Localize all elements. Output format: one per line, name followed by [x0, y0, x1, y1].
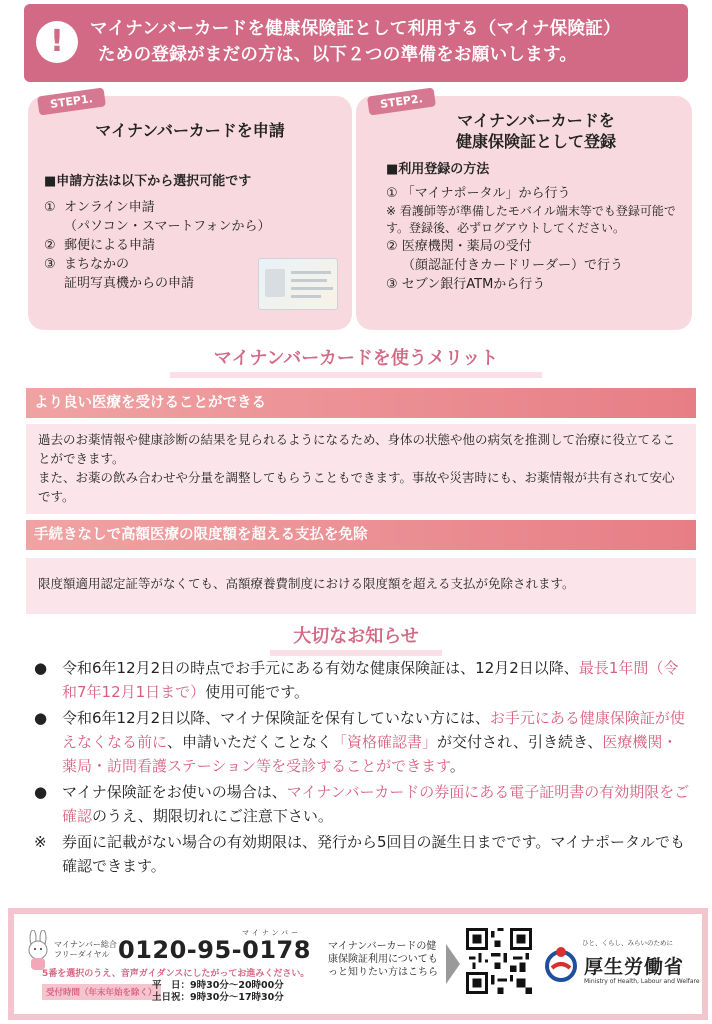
footer-panel: [14, 914, 702, 1014]
notice-list: [32, 656, 692, 880]
merit-paragraph-1: 過去のお薬情報や健康診断の結果を見られるようになるため、身体の状態や他の病気を推測して治療に役立てることができます。 また、お薬の飲み合わせや分量を調整してもらうこともできます。事故や災害時にも、お薬情報が共有されて安心です。: [26, 424, 696, 514]
step2-note: ※ 看護師等が準備したモバイル端末等でも登録可能です。登録後、必ずログアウトしてください。: [386, 204, 676, 235]
list-item: ● 令和6年12月2日以降、マイナ保険証を保有していない方には、お手元にある健康保険証が使えなくなる前に、申請いただくことなく「資格確認書」が交付され、引き続き、医療機関・薬局・訪問看護ステーション等を受診することができます。: [34, 709, 685, 775]
step1-card: [28, 92, 352, 330]
step1-badge: STEP1.: [37, 87, 106, 115]
exclamation-icon: !: [36, 21, 78, 63]
merit-bar-1: より良い医療を受けることができる: [26, 388, 696, 418]
list-item: ※ 券面に記載がない場合の有効期限は、発行から5回目の誕生日までです。マイナポータルでも確認できます。: [34, 833, 686, 875]
step1-title: マイナンバーカードを申請: [95, 121, 285, 140]
step1-method-list: [44, 198, 274, 293]
list-item: ② 医療機関・薬局の受付: [386, 239, 532, 254]
step2-card: [356, 92, 692, 330]
step2-title: マイナンバーカードを 健康保険証として登録: [455, 111, 616, 151]
merit-bar-2: 手続きなしで高額医療の限度額を超える支払を免除: [26, 520, 696, 550]
merit-heading: マイナンバーカードを使うメリット: [170, 344, 542, 378]
list-item: ③ セブン銀行ATMから行う: [386, 277, 546, 292]
alert-banner: [24, 4, 688, 82]
dial-hint: 5番を選択のうえ、音声ガイダンスにしたがってお進みください。: [42, 969, 310, 979]
step2-badge: STEP2.: [367, 87, 436, 115]
hotline-label: マイナンバー総合 フリーダイヤル: [54, 940, 117, 959]
mhlw-logo-icon: [542, 944, 580, 982]
list-item: ① 「マイナポータル」から行う: [386, 186, 571, 201]
mhlw-tagline: ひと、くらし、みらいのために: [582, 939, 673, 947]
more-info-text: マイナンバーカードの健康保険証利用についてもっと知りたい方はこちら: [328, 941, 438, 978]
phone-number[interactable]: 0120-95-0178: [118, 936, 311, 964]
footer: [8, 908, 708, 1020]
mhlw-english-name: Ministry of Health, Labour and Welfare: [584, 978, 700, 985]
step2-method-heading: ■利用登録の方法: [386, 162, 490, 177]
list-item: ● 令和6年12月2日の時点でお手元にある有効な健康保険証は、12月2日以降、最長1年間（令和7年12月1日まで）使用可能です。: [34, 659, 679, 701]
hours-tag: 受付時間（年末年始を除く）: [42, 984, 161, 1000]
phone-ruby: マイナンバー: [242, 929, 302, 937]
my-number-card-image: [258, 258, 338, 310]
arrow-right-icon: [446, 944, 460, 984]
list-item: ③ まちなかの 証明写真機からの申請: [44, 257, 195, 291]
qr-code-icon[interactable]: [466, 928, 532, 994]
mhlw-name: 厚生労働省: [584, 956, 685, 978]
merit-paragraph-2: 限度額適用認定証等がなくても、高額療養費制度における限度額を超える支払が免除されます。: [26, 558, 696, 614]
list-item: ② 郵便による申請: [44, 238, 156, 253]
list-item: ① オンライン申請 （パソコン・スマートフォンから）: [44, 200, 271, 234]
list-item-sub: （顔認証付きカードリーダー）で行う: [402, 258, 624, 273]
step1-method-heading: ■申請方法は以下から選択可能です: [44, 174, 252, 189]
business-hours: 平 日：9時30分～20時00分 土日祝：9時30分～17時30分: [152, 980, 284, 1003]
banner-text: [90, 16, 684, 68]
list-item: ● マイナ保険証をお使いの場合は、マイナンバーカードの券面にある電子証明書の有効期限をご確認のうえ、期限切れにご注意下さい。: [34, 783, 690, 825]
banner-line-1: マイナンバーカードを健康保険証として利用する（マイナ保険証）: [90, 19, 621, 39]
step2-method-list: [386, 184, 686, 294]
banner-line-2: ための登録がまだの方は、以下２つの準備をお願いします。: [98, 45, 578, 65]
notice-heading: 大切なお知らせ: [270, 622, 442, 656]
